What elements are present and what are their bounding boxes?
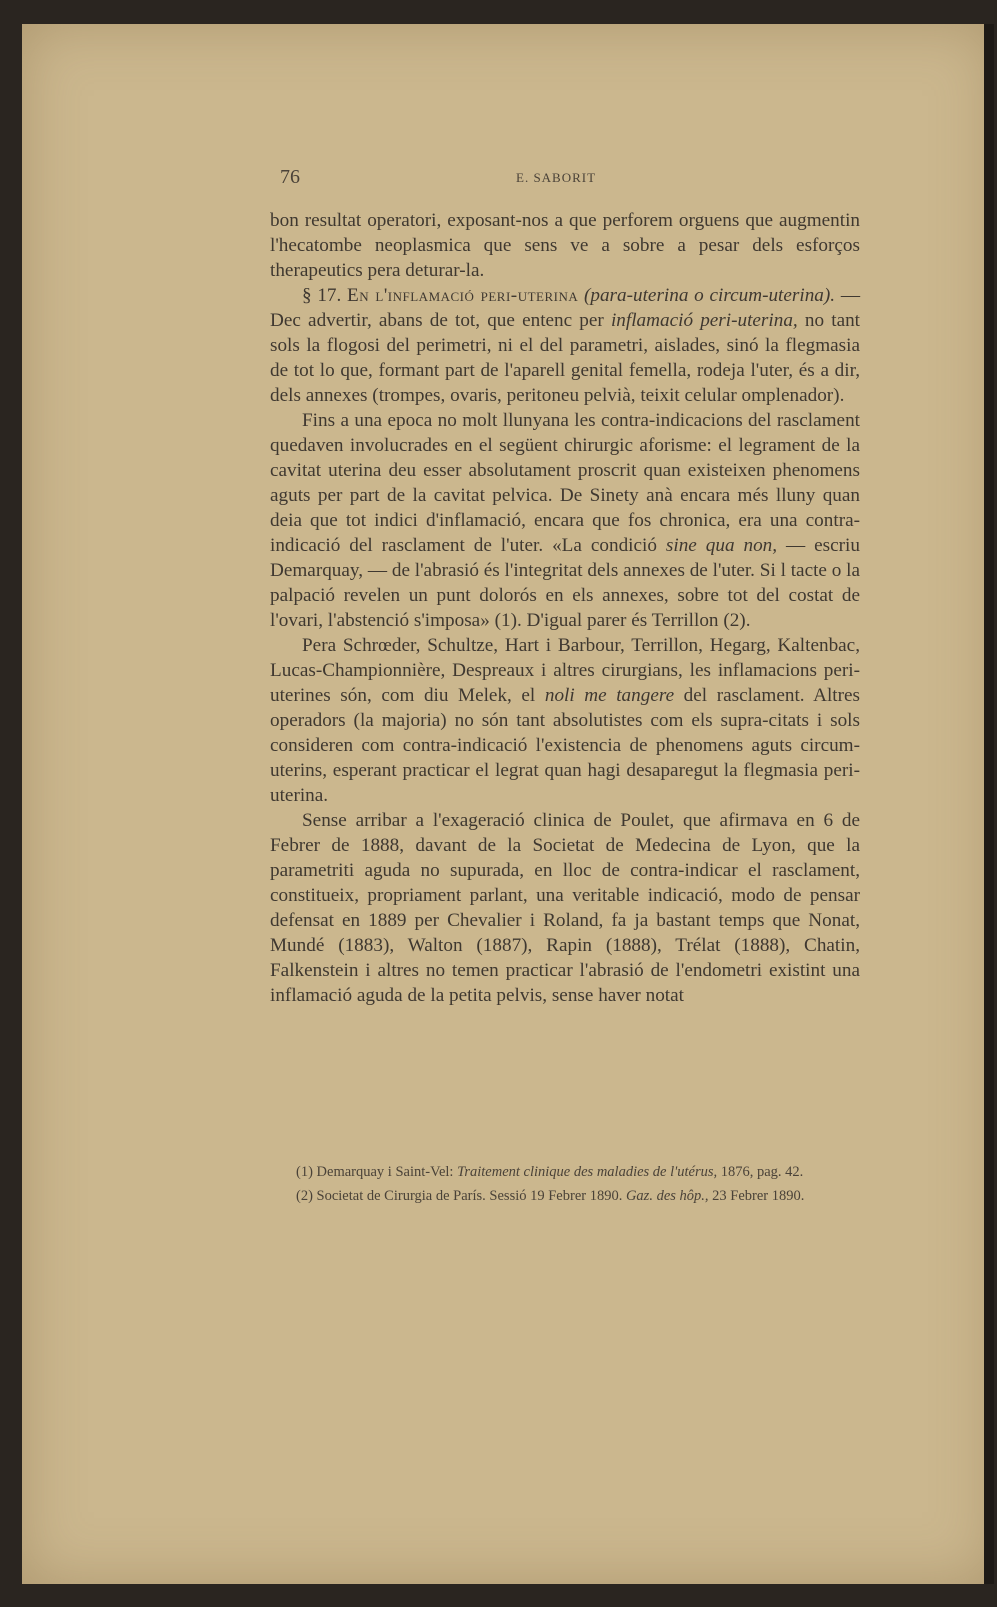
- paragraph-text: Fins a una epoca no molt llunyana les contra-indicacions del rasclament quedaven involucrades en el següent chirurgic aforisme: el legrament de la cavitat uterina deu esser absolutament proscrit quan existeixen phenomens aguts per part de la cavitat pelvica. De Sinety anà encara més lluny quan deia que tot indici d'inflamació, encara que fos chronica, era una contra-indicació del rasclament de l'uter. «La condició: [270, 410, 860, 556]
- footnote-2: [270, 1186, 860, 1207]
- italic-term: sine qua non,: [665, 535, 778, 556]
- paragraph-text: bon resultat operatori, exposant-nos a que perforem orguens que augmentin l'hecatombe neoplasmica que sens ve a sobre a pesar dels esforços therapeutics pera deturar-la.: [270, 210, 860, 281]
- page-header: [280, 166, 880, 196]
- footnotes: [270, 1162, 860, 1210]
- section-paragraph: [270, 283, 860, 408]
- paragraph-text: — escriu Demarquay, — de l'abrasió és l'integritat dels annexes de l'uter. Si l tacte o la palpació revelen un punt dolorós en els annexes, sobre tot del costat de l'ovari, l'abstenció s'imposa» (1). D'igual parer és Terrillon (2).: [270, 535, 860, 631]
- section-number: § 17.: [302, 285, 342, 306]
- paragraph-text: Pera Schrœder, Schultze, Hart i Barbour, Terrillon, Hegarg, Kaltenbac, Lucas-Championnière, Despreaux i altres cirurgians, les inflamacions peri-uterines són, com diu Melek, el: [270, 635, 860, 706]
- footnote-text: (2) Societat de Cirurgia de París. Sessió 19 Febrer 1890.: [296, 1188, 626, 1204]
- paragraph: [270, 808, 860, 1008]
- body-text: [270, 208, 860, 1008]
- running-head: E. SABORIT: [516, 170, 597, 185]
- page-edge: [984, 24, 994, 1584]
- paragraph: [270, 633, 860, 808]
- paragraph-text: Sense arribar a l'exageració clinica de Poulet, que afirmava en 6 de Febrer de 1888, davant de la Societat de Medecina de Lyon, que la parametriti aguda no supurada, en lloc de contra-indicar el rasclament, constitueix, propriament parlant, una veritable indicació, modo de pensar defensat en 1889 per Chevalier i Roland, fa ja bastant temps que Nonat, Mundé (1883), Walton (1887), Rapin (1888), Trélat (1888), Chatin, Falkenstein i altres no temen practicar l'abrasió de l'endometri existint una inflamació aguda de la petita pelvis, sense haver notat: [270, 810, 860, 1006]
- page-number: 76: [280, 166, 300, 188]
- footnote-text: 1876, pag. 42.: [717, 1164, 804, 1180]
- footnote-text: (1) Demarquay i Saint-Vel:: [296, 1164, 458, 1180]
- paragraph: [270, 408, 860, 633]
- italic-term: inflamació peri-uterina,: [610, 310, 798, 331]
- section-heading-italic: (para-uterina o circum-uterina).: [583, 285, 836, 306]
- footnote-1: [270, 1162, 860, 1183]
- section-heading: En l'inflamació peri-uterina: [347, 285, 579, 306]
- paragraph-text: del rasclament. Altres operadors (la majoria) no són tant absolutistes com els supra-citats i sols consideren com contra-indicació l'existencia de phenomens aguts circum-uterins, esperant practicar el legrat quan hagi desaparegut la flegmasia peri-uterina.: [270, 685, 860, 806]
- footnote-title: Traitement clinique des maladies de l'utérus,: [457, 1164, 718, 1180]
- paragraph-text: no tant sols la flogosi del perimetri, ni el del parametri, aislades, sinó la flegmasia de tot lo que, formant part de l'aparell genital femella, rodeja l'uter, és a dir, dels annexes (trompes, ovaris, peritoneu pelvià, teixit celular omplenador).: [270, 310, 861, 406]
- footnote-text: 23 Febrer 1890.: [708, 1188, 805, 1204]
- italic-term: noli me tangere: [544, 685, 675, 706]
- paragraph-text: — Dec advertir, abans de tot, que entenc per: [270, 285, 860, 331]
- footnote-title: Gaz. des hôp.,: [625, 1188, 709, 1204]
- paragraph: [270, 208, 860, 283]
